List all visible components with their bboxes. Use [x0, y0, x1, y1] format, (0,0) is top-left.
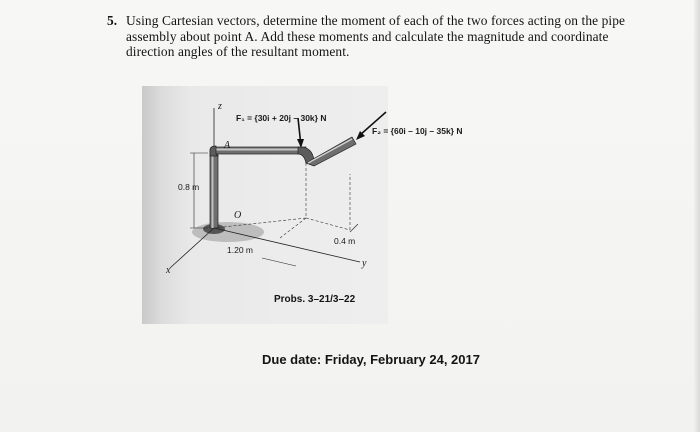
floor-shadow — [192, 222, 264, 242]
dim-width-label: 0.4 m — [334, 236, 356, 246]
x-axis — [170, 228, 214, 268]
dim-height-label: 0.8 m — [178, 182, 200, 192]
origin-label: O — [234, 210, 242, 221]
due-date: Due date: Friday, February 24, 2017 — [262, 352, 480, 367]
figure-caption: Probs. 3–21/3–22 — [274, 294, 356, 305]
problem-number: 5. — [107, 13, 118, 28]
problem-text: Using Cartesian vectors, determine the moment of each of the two forces acting on the pipe assembly about point A. Add these moments and calculate the magnitude and coordinate direction angles of the resultant moment. — [126, 13, 626, 60]
force2-label: F₂ = {60i – 10j – 35k} N — [372, 126, 463, 136]
point-a-label: A — [224, 140, 231, 151]
axis-x-label: x — [166, 265, 171, 276]
axis-z-label: z — [218, 101, 222, 112]
dim-length-label: 1.20 m — [227, 245, 253, 255]
pipe-highlight — [212, 150, 214, 228]
axis-y-label: y — [362, 258, 367, 269]
force1-label: F₁ = {30i + 20j – 30k} N — [236, 113, 327, 123]
dim-width-line — [350, 224, 358, 232]
dim-length-line — [262, 258, 296, 266]
page-edge-shadow — [694, 0, 700, 432]
pipe-vertical — [210, 150, 218, 228]
pipe-highlight-3 — [308, 139, 352, 163]
